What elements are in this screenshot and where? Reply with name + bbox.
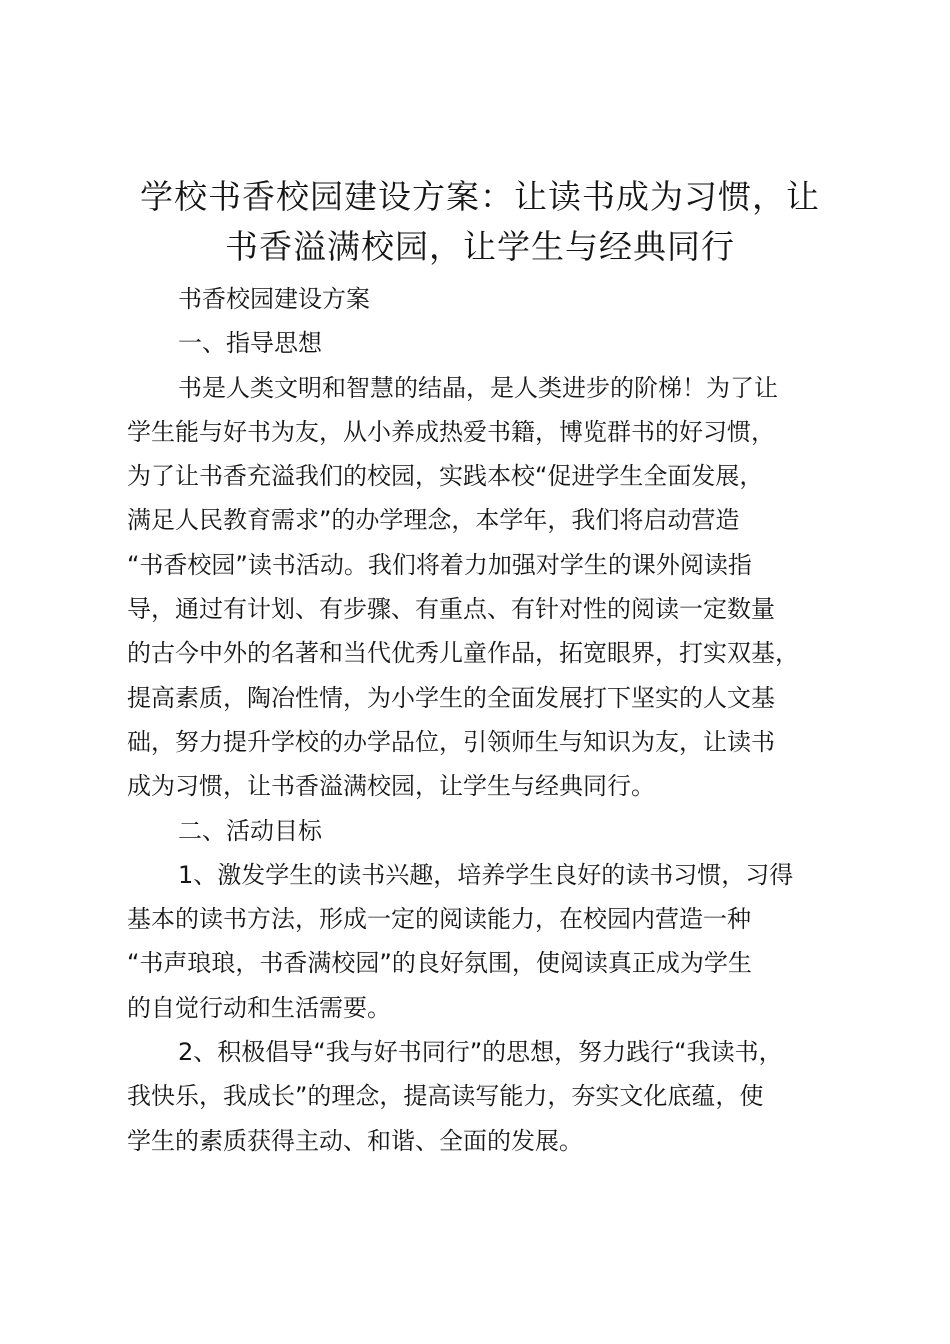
document-body (127, 277, 855, 1163)
paragraph-line: 提高素质，陶冶性情，为小学生的全面发展打下坚实的人文基 (127, 683, 775, 712)
title-line: 书香溢满校园，让学生与经典同行 (225, 227, 735, 266)
paragraph-line: 成为习惯，让书香溢满校园，让学生与经典同行。 (127, 772, 655, 801)
paragraph-line: 满足人民教育需求”的办学理念，本学年，我们将启动营造 (127, 506, 740, 535)
paragraph-line: 1、激发学生的读书兴趣，培养学生良好的读书习惯，习得 (178, 860, 794, 889)
paragraph-line: 导，通过有计划、有步骤、有重点、有针对性的阅读一定数量 (127, 595, 775, 624)
title-line: 学校书香校园建设方案：让读书成为习惯，让 (140, 177, 820, 216)
list-item (127, 1030, 855, 1163)
section-heading: 一、指导思想 (178, 329, 322, 358)
paragraph-line: 书是人类文明和智慧的结晶，是人类进步的阶梯！为了让 (178, 373, 778, 402)
paragraph-line: 基本的读书方法，形成一定的阅读能力，在校园内营造一种 (127, 905, 751, 934)
paragraph-line: 为了让书香充溢我们的校园，实践本校“促进学生全面发展， (127, 462, 764, 491)
paragraph-line: 学生的素质获得主动、和谐、全面的发展。 (127, 1126, 583, 1155)
paragraph-line: 学生能与好书为友，从小养成热爱书籍，博览群书的好习惯， (127, 417, 775, 446)
paragraph-line: “书声琅琅，书香满校园”的良好氛围，使阅读真正成为学生 (127, 949, 752, 978)
paragraph-line: 础，努力提升学校的办学品位，引领师生与知识为友，让读书 (127, 727, 775, 756)
paragraph (127, 366, 855, 809)
section-heading: 二、活动目标 (178, 816, 322, 845)
paragraph-line: 2、积极倡导“我与好书同行”的思想，努力践行“我读书， (178, 1038, 783, 1067)
paragraph-line: 的自觉行动和生活需要。 (127, 993, 391, 1022)
paragraph-line: 的古今中外的名著和当代优秀儿童作品，拓宽眼界，打实双基， (127, 639, 799, 668)
document-subtitle: 书香校园建设方案 (178, 285, 370, 313)
list-item (127, 853, 855, 1030)
paragraph-line: “书香校园”读书活动。我们将着力加强对学生的课外阅读指 (127, 550, 752, 579)
document-title (110, 172, 850, 272)
paragraph-line: 我快乐，我成长”的理念，提高读写能力，夯实文化底蕴，使 (127, 1082, 764, 1111)
